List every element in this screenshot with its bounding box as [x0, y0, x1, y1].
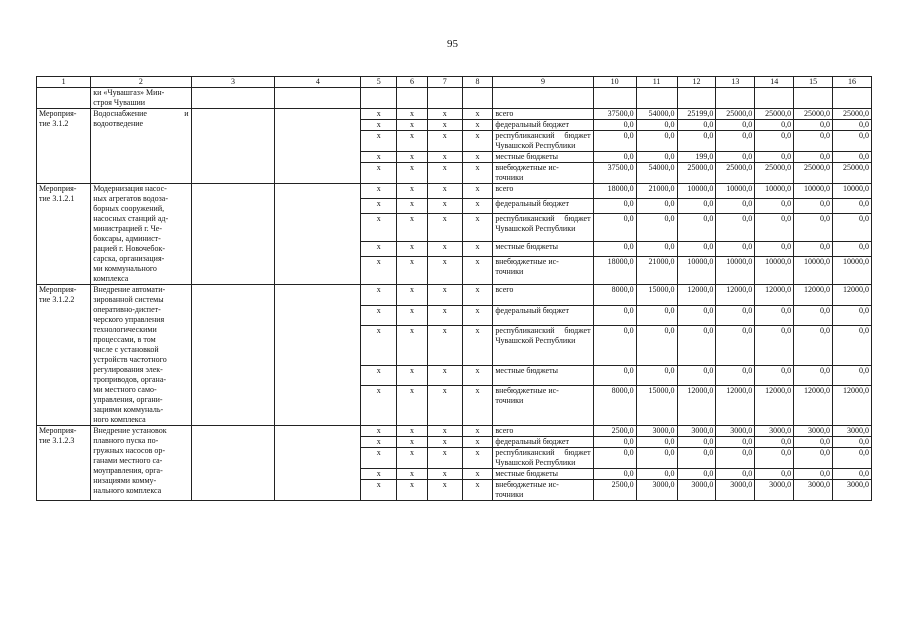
x-mark: х [427, 285, 462, 306]
year-value: 21000,0 [636, 256, 677, 284]
year-value: 0,0 [794, 365, 833, 386]
funding-source: внебюджетные ис- точники [493, 163, 593, 184]
column-number-11: 11 [636, 77, 677, 88]
x-mark: х [397, 437, 428, 448]
year-value: 0,0 [677, 469, 716, 480]
year-value: 37500,0 [593, 109, 636, 120]
x-mark: х [397, 365, 428, 386]
empty-cell [191, 88, 275, 109]
year-value: 0,0 [677, 326, 716, 365]
year-value: 0,0 [636, 437, 677, 448]
year-value: 0,0 [636, 120, 677, 131]
year-value: 0,0 [716, 131, 755, 152]
x-mark: х [397, 448, 428, 469]
year-value: 2500,0 [593, 480, 636, 501]
year-value: 0,0 [794, 437, 833, 448]
year-value: 0,0 [755, 448, 794, 469]
x-mark: х [427, 120, 462, 131]
empty-cell [677, 88, 716, 109]
funding-source: внебюджетные ис- точники [493, 256, 593, 284]
year-value: 10000,0 [716, 184, 755, 199]
empty-cell [427, 88, 462, 109]
funding-source: всего [493, 109, 593, 120]
column-number-7: 7 [427, 77, 462, 88]
empty-cell [794, 88, 833, 109]
year-value: 12000,0 [794, 285, 833, 306]
measure-title: Внедрение установок плавного пуска по- гружных насосов ор- ганами местного са- моуправления, орга- низациями комму- нального комплекса [91, 426, 191, 501]
year-value: 0,0 [677, 241, 716, 256]
year-value: 0,0 [593, 437, 636, 448]
year-value: 0,0 [677, 120, 716, 131]
year-value: 0,0 [716, 326, 755, 365]
x-mark: х [397, 256, 428, 284]
year-value: 0,0 [593, 448, 636, 469]
x-mark: х [397, 426, 428, 437]
year-value: 0,0 [755, 469, 794, 480]
year-value: 37500,0 [593, 163, 636, 184]
year-value: 25000,0 [794, 109, 833, 120]
year-value: 25000,0 [794, 163, 833, 184]
year-value: 0,0 [755, 241, 794, 256]
year-value: 0,0 [716, 469, 755, 480]
funding-source: местные бюджеты [493, 241, 593, 256]
year-value: 0,0 [636, 241, 677, 256]
year-value: 0,0 [794, 152, 833, 163]
year-value: 0,0 [794, 469, 833, 480]
x-mark: х [397, 120, 428, 131]
year-value: 25000,0 [755, 163, 794, 184]
year-value: 0,0 [716, 241, 755, 256]
year-value: 15000,0 [636, 285, 677, 306]
year-value: 0,0 [677, 131, 716, 152]
year-value: 3000,0 [755, 480, 794, 501]
year-value: 0,0 [636, 326, 677, 365]
year-value: 0,0 [636, 448, 677, 469]
x-mark: х [462, 386, 493, 426]
year-value: 0,0 [636, 365, 677, 386]
funding-source: федеральный бюджет [493, 198, 593, 213]
year-value: 10000,0 [755, 256, 794, 284]
year-value: 0,0 [593, 241, 636, 256]
x-mark: х [361, 448, 397, 469]
x-mark: х [361, 131, 397, 152]
funding-source: республиканский бюджет Чувашской Республики [493, 448, 593, 469]
year-value: 3000,0 [794, 426, 833, 437]
x-mark: х [361, 152, 397, 163]
empty-cell [397, 88, 428, 109]
x-mark: х [462, 213, 493, 241]
year-value: 10000,0 [755, 184, 794, 199]
funding-source: местные бюджеты [493, 152, 593, 163]
year-value: 0,0 [755, 120, 794, 131]
executor-cell [191, 184, 275, 285]
year-value: 12000,0 [677, 386, 716, 426]
x-mark: х [397, 305, 428, 326]
empty-cell [716, 88, 755, 109]
year-value: 10000,0 [677, 256, 716, 284]
funding-source: всего [493, 184, 593, 199]
column-number-6: 6 [397, 77, 428, 88]
empty-cell [833, 88, 872, 109]
year-value: 0,0 [716, 152, 755, 163]
x-mark: х [397, 163, 428, 184]
x-mark: х [397, 213, 428, 241]
year-value: 0,0 [636, 152, 677, 163]
year-value: 12000,0 [716, 386, 755, 426]
year-value: 0,0 [593, 198, 636, 213]
year-value: 0,0 [716, 448, 755, 469]
year-value: 0,0 [716, 120, 755, 131]
year-value: 0,0 [794, 448, 833, 469]
year-value: 0,0 [716, 437, 755, 448]
x-mark: х [397, 285, 428, 306]
column-number-10: 10 [593, 77, 636, 88]
measure-title: Модернизация насос- ных агрегатов водоза- борных сооружений, насосных станций ад- министрацией г. Че- боксары, админист- рацией г. Новочебок- сарска, организация- ми коммунального комплекса [91, 184, 191, 285]
year-value: 0,0 [794, 326, 833, 365]
year-value: 0,0 [593, 365, 636, 386]
executor-cell [191, 285, 275, 426]
column-number-9: 9 [493, 77, 593, 88]
year-value: 0,0 [593, 120, 636, 131]
year-value: 0,0 [833, 448, 872, 469]
year-value: 0,0 [677, 448, 716, 469]
year-value: 54000,0 [636, 109, 677, 120]
funding-source: всего [493, 285, 593, 306]
year-value: 0,0 [716, 365, 755, 386]
x-mark: х [427, 241, 462, 256]
year-value: 3000,0 [794, 480, 833, 501]
year-value: 3000,0 [677, 426, 716, 437]
x-mark: х [462, 480, 493, 501]
table-row [37, 426, 872, 437]
year-value: 0,0 [833, 241, 872, 256]
x-mark: х [462, 365, 493, 386]
year-value: 0,0 [755, 152, 794, 163]
x-mark: х [361, 285, 397, 306]
year-value: 0,0 [794, 241, 833, 256]
x-mark: х [462, 198, 493, 213]
year-value: 0,0 [636, 469, 677, 480]
empty-cell [493, 88, 593, 109]
x-mark: х [397, 480, 428, 501]
x-mark: х [361, 109, 397, 120]
empty-cell [755, 88, 794, 109]
x-mark: х [397, 109, 428, 120]
x-mark: х [397, 184, 428, 199]
year-value: 18000,0 [593, 184, 636, 199]
year-value: 8000,0 [593, 386, 636, 426]
x-mark: х [397, 326, 428, 365]
x-mark: х [361, 305, 397, 326]
year-value: 0,0 [755, 326, 794, 365]
empty-cell [361, 88, 397, 109]
x-mark: х [462, 109, 493, 120]
year-value: 0,0 [716, 305, 755, 326]
x-mark: х [462, 469, 493, 480]
year-value: 10000,0 [833, 256, 872, 284]
x-mark: х [427, 184, 462, 199]
x-mark: х [361, 163, 397, 184]
column-number-15: 15 [794, 77, 833, 88]
funding-source: федеральный бюджет [493, 437, 593, 448]
x-mark: х [462, 163, 493, 184]
year-value: 21000,0 [636, 184, 677, 199]
x-mark: х [361, 241, 397, 256]
x-mark: х [462, 305, 493, 326]
year-value: 10000,0 [833, 184, 872, 199]
year-value: 0,0 [794, 305, 833, 326]
column-number-14: 14 [755, 77, 794, 88]
year-value: 199,0 [677, 152, 716, 163]
year-value: 10000,0 [794, 256, 833, 284]
year-value: 3000,0 [677, 480, 716, 501]
year-value: 0,0 [794, 120, 833, 131]
x-mark: х [361, 198, 397, 213]
continuation-text: ки «Чувашгаз» Мин- строя Чувашии [91, 88, 191, 109]
year-value: 25000,0 [716, 109, 755, 120]
x-mark: х [361, 426, 397, 437]
table-row [37, 285, 872, 306]
term-cell [275, 184, 361, 285]
page-number: 95 [447, 38, 458, 50]
year-value: 0,0 [677, 365, 716, 386]
x-mark: х [427, 426, 462, 437]
code-cell [37, 88, 91, 109]
x-mark: х [462, 241, 493, 256]
x-mark: х [427, 437, 462, 448]
year-value: 0,0 [755, 365, 794, 386]
year-value: 54000,0 [636, 163, 677, 184]
column-number-8: 8 [462, 77, 493, 88]
year-value: 25000,0 [716, 163, 755, 184]
x-mark: х [361, 184, 397, 199]
table-row [37, 109, 872, 120]
x-mark: х [361, 386, 397, 426]
year-value: 0,0 [755, 305, 794, 326]
year-value: 25000,0 [677, 163, 716, 184]
year-value: 0,0 [677, 198, 716, 213]
year-value: 12000,0 [677, 285, 716, 306]
executor-cell [191, 109, 275, 184]
year-value: 0,0 [636, 198, 677, 213]
year-value: 3000,0 [636, 426, 677, 437]
year-value: 18000,0 [593, 256, 636, 284]
continuation-row [37, 88, 872, 109]
year-value: 0,0 [593, 469, 636, 480]
x-mark: х [462, 152, 493, 163]
year-value: 12000,0 [755, 386, 794, 426]
year-value: 0,0 [833, 469, 872, 480]
year-value: 3000,0 [716, 480, 755, 501]
funding-source: внебюджетные ис- точники [493, 480, 593, 501]
year-value: 8000,0 [593, 285, 636, 306]
year-value: 12000,0 [716, 285, 755, 306]
empty-cell [275, 88, 361, 109]
year-value: 0,0 [593, 305, 636, 326]
year-value: 10000,0 [677, 184, 716, 199]
funding-source: федеральный бюджет [493, 120, 593, 131]
funding-source: местные бюджеты [493, 365, 593, 386]
x-mark: х [397, 241, 428, 256]
executor-cell [191, 426, 275, 501]
year-value: 25000,0 [833, 163, 872, 184]
year-value: 0,0 [794, 131, 833, 152]
year-value: 3000,0 [636, 480, 677, 501]
x-mark: х [462, 448, 493, 469]
column-number-3: 3 [191, 77, 275, 88]
year-value: 0,0 [636, 213, 677, 241]
table-row [37, 184, 872, 199]
year-value: 25000,0 [755, 109, 794, 120]
year-value: 0,0 [755, 437, 794, 448]
year-value: 0,0 [833, 437, 872, 448]
year-value: 12000,0 [833, 285, 872, 306]
column-number-12: 12 [677, 77, 716, 88]
x-mark: х [397, 152, 428, 163]
measure-code: Мероприя- тие 3.1.2.1 [37, 184, 91, 285]
funding-source: республиканский бюджет Чувашской Республики [493, 326, 593, 365]
empty-cell [462, 88, 493, 109]
year-value: 0,0 [636, 131, 677, 152]
x-mark: х [462, 184, 493, 199]
column-number-4: 4 [275, 77, 361, 88]
x-mark: х [427, 326, 462, 365]
empty-cell [593, 88, 636, 109]
year-value: 25199,0 [677, 109, 716, 120]
column-number-13: 13 [716, 77, 755, 88]
funding-source: федеральный бюджет [493, 305, 593, 326]
funding-source: внебюджетные ис- точники [493, 386, 593, 426]
x-mark: х [427, 109, 462, 120]
x-mark: х [397, 469, 428, 480]
measure-code: Мероприя- тие 3.1.2 [37, 109, 91, 184]
x-mark: х [427, 365, 462, 386]
funding-source: республиканский бюджет Чувашской Республики [493, 213, 593, 241]
year-value: 12000,0 [794, 386, 833, 426]
table-body [37, 88, 872, 501]
year-value: 25000,0 [833, 109, 872, 120]
year-value: 0,0 [755, 131, 794, 152]
year-value: 0,0 [833, 131, 872, 152]
year-value: 12000,0 [833, 386, 872, 426]
year-value: 0,0 [677, 305, 716, 326]
year-value: 0,0 [833, 198, 872, 213]
column-number-16: 16 [833, 77, 872, 88]
x-mark: х [462, 326, 493, 365]
column-number-2: 2 [91, 77, 191, 88]
year-value: 0,0 [593, 213, 636, 241]
year-value: 15000,0 [636, 386, 677, 426]
x-mark: х [361, 213, 397, 241]
year-value: 0,0 [833, 120, 872, 131]
year-value: 3000,0 [755, 426, 794, 437]
term-cell [275, 109, 361, 184]
x-mark: х [361, 365, 397, 386]
x-mark: х [462, 120, 493, 131]
x-mark: х [462, 426, 493, 437]
year-value: 0,0 [833, 305, 872, 326]
x-mark: х [427, 256, 462, 284]
year-value: 0,0 [833, 365, 872, 386]
funding-source: местные бюджеты [493, 469, 593, 480]
funding-source: всего [493, 426, 593, 437]
x-mark: х [427, 213, 462, 241]
x-mark: х [397, 131, 428, 152]
year-value: 3000,0 [833, 480, 872, 501]
program-table [36, 76, 872, 501]
x-mark: х [427, 131, 462, 152]
header-row [37, 77, 872, 88]
year-value: 0,0 [794, 198, 833, 213]
x-mark: х [397, 198, 428, 213]
x-mark: х [427, 198, 462, 213]
column-number-5: 5 [361, 77, 397, 88]
year-value: 0,0 [677, 437, 716, 448]
x-mark: х [462, 131, 493, 152]
year-value: 0,0 [677, 213, 716, 241]
x-mark: х [462, 437, 493, 448]
x-mark: х [361, 120, 397, 131]
x-mark: х [361, 256, 397, 284]
x-mark: х [462, 285, 493, 306]
measure-title: Внедрение автомати- зированной системы оперативно-диспет- черского управления технологическими процессами, в том числе с установкой устройств частотного регулирования элек- троприводов, органа- ми местного само- управления, органи- зациями коммуналь- ного комплекса [91, 285, 191, 426]
year-value: 0,0 [833, 326, 872, 365]
year-value: 0,0 [636, 305, 677, 326]
x-mark: х [427, 386, 462, 426]
funding-source: республиканский бюджет Чувашской Республики [493, 131, 593, 152]
year-value: 0,0 [755, 198, 794, 213]
year-value: 12000,0 [755, 285, 794, 306]
term-cell [275, 285, 361, 426]
empty-cell [636, 88, 677, 109]
x-mark: х [397, 386, 428, 426]
year-value: 3000,0 [833, 426, 872, 437]
column-number-1: 1 [37, 77, 91, 88]
measure-code: Мероприя- тие 3.1.2.3 [37, 426, 91, 501]
year-value: 0,0 [794, 213, 833, 241]
measure-code: Мероприя- тие 3.1.2.2 [37, 285, 91, 426]
year-value: 10000,0 [794, 184, 833, 199]
year-value: 0,0 [593, 326, 636, 365]
x-mark: х [462, 256, 493, 284]
year-value: 0,0 [716, 213, 755, 241]
x-mark: х [361, 480, 397, 501]
x-mark: х [361, 326, 397, 365]
year-value: 0,0 [593, 152, 636, 163]
x-mark: х [427, 305, 462, 326]
year-value: 10000,0 [716, 256, 755, 284]
year-value: 0,0 [716, 198, 755, 213]
term-cell [275, 426, 361, 501]
x-mark: х [361, 437, 397, 448]
x-mark: х [427, 448, 462, 469]
x-mark: х [427, 480, 462, 501]
year-value: 0,0 [833, 213, 872, 241]
x-mark: х [427, 163, 462, 184]
measure-title: Водоснабжение и водоотведение [91, 109, 191, 184]
year-value: 0,0 [593, 131, 636, 152]
year-value: 3000,0 [716, 426, 755, 437]
x-mark: х [427, 469, 462, 480]
x-mark: х [361, 469, 397, 480]
x-mark: х [427, 152, 462, 163]
year-value: 2500,0 [593, 426, 636, 437]
year-value: 0,0 [755, 213, 794, 241]
year-value: 0,0 [833, 152, 872, 163]
